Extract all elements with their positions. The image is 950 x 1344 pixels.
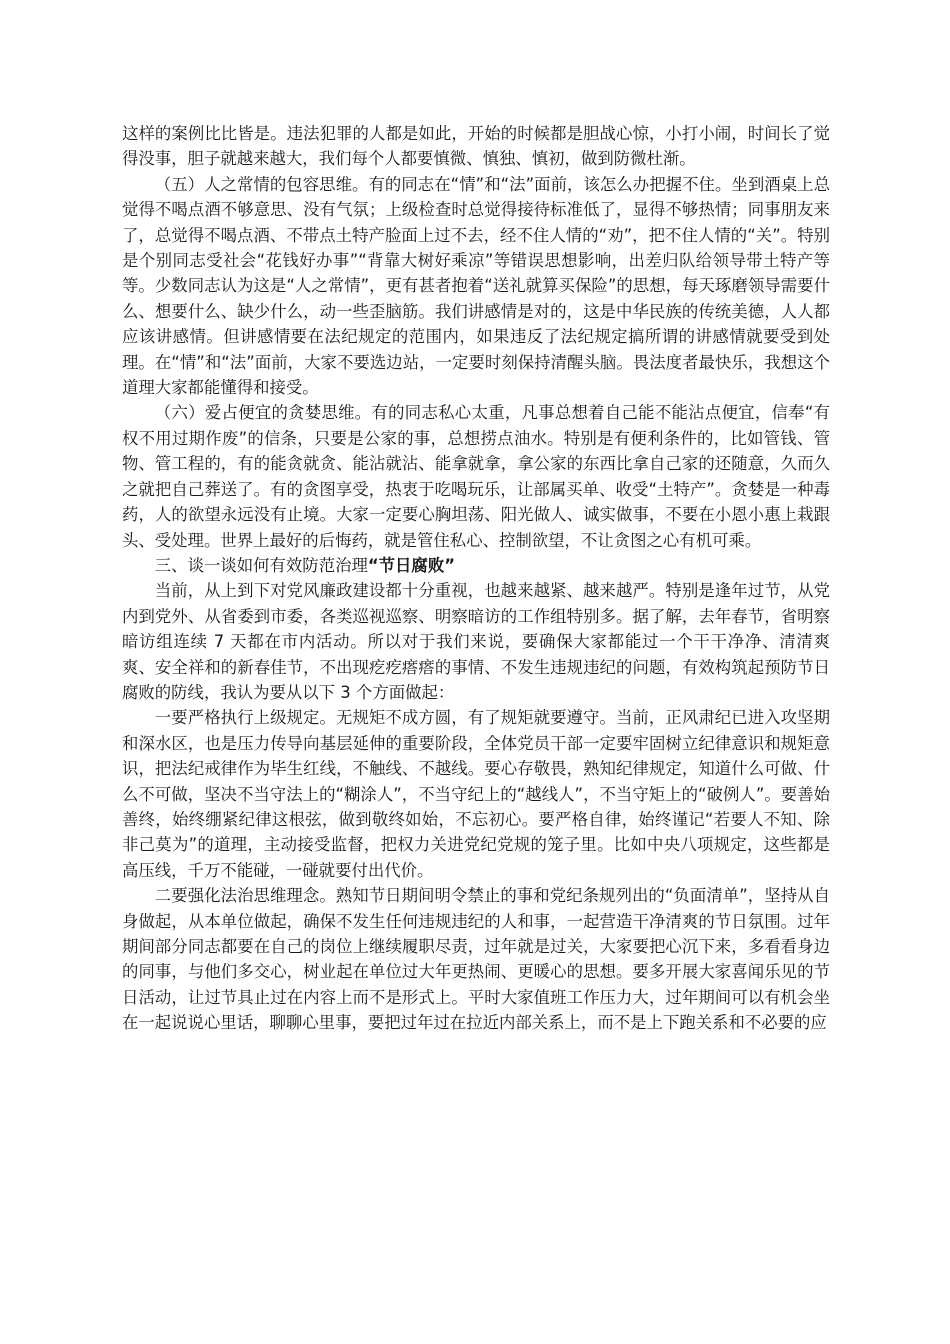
- section-heading-quoted-term: “节日腐败”: [367, 555, 455, 575]
- paragraph-current-situation: 当前，从上到下对党风廉政建设都十分重视，也越来越紧、越来越严。特别是逢年过节，从党内到党外、从省委到市委，各类巡视巡察、明察暗访的工作组特别多。据了解，去年春节，省明察暗访组连续 7 天都在市内活动。所以对于我们来说，要确保大家都能过一个干干净净、清清爽爽、安全祥和的新春佳节，不出现疙疙瘩瘩的事情、不发生违规违纪的问题，有效构筑起预防节日腐败的防线，我认为要从以下 3 个方面做起：: [122, 581, 830, 702]
- section-heading-text: 三、谈一谈如何有效防范治理: [154, 555, 368, 575]
- paragraph-case-examples: 这样的案例比比皆是。违法犯罪的人都是如此，开始的时候都是胆战心惊，小打小闹，时间长了觉得没事，胆子就越来越大，我们每个人都要慎微、慎独、慎初，做到防微杜渐。: [122, 124, 830, 169]
- paragraph-strict-rules: 一要严格执行上级规定。无规矩不成方圆，有了规矩就要遵守。当前，正风肃纪已进入攻坚期和深水区，也是压力传导向基层延伸的重要阶段，全体党员干部一定要牢固树立纪律意识和规矩意识，把法纪戒律作为毕生红线，不触线、不越线。要心存敬畏，熟知纪律规定，知道什么可做、什么不可做，坚决不当守法上的“糊涂人”，不当守纪上的“越线人”，不当守矩上的“破例人”。要善始善终，始终绷紧纪律这根弦，做到敬终如始，不忘初心。要严格自律，始终谨记“若要人不知、除非己莫为”的道理，主动接受监督，把权力关进党纪党规的笼子里。比如中央八项规定，这些都是高压线，千万不能碰，一碰就要付出代价。: [122, 708, 830, 880]
- paragraph-rule-of-law-thinking: 二要强化法治思维理念。熟知节日期间明令禁止的事和党纪条规列出的“负面清单”，坚持从自身做起，从本单位做起，确保不发生任何违规违纪的人和事，一起营造干净清爽的节日氛围。过年期间部分同志都要在自己的岗位上继续履职尽责，过年就是过关，大家要把心沉下来，多看看身边的同事，与他们多交心，树业起在单位过大年更热闹、更暖心的思想。要多开展大家喜闻乐见的节日活动，让过节具止过在内容上而不是形式上。平时大家值班工作压力大，过年期间可以有机会坐在一起说说心里话，聊聊心里事，要把过年过在拉近内部关系上，而不是上下跑关系和不必要的应: [122, 886, 830, 1033]
- section-heading-holiday-corruption: [122, 553, 830, 578]
- paragraph-tolerance-thinking: （五）人之常情的包容思维。有的同志在“情”和“法”面前，该怎么办把握不住。坐到酒桌上总觉得不喝点酒不够意思、没有气氛；上级检查时总觉得接待标准低了，显得不够热情；同事朋友来了，总觉得不喝点酒、不带点土特产脸面上过不去，经不住人情的“劝”，把不住人情的“关”。特别是个别同志受社会“花钱好办事”“背靠大树好乘凉”等错误思想影响，出差归队给领导带土特产等等。少数同志认为这是“人之常情”，更有甚者抱着“送礼就算买保险”的思想，每天琢磨领导需要什么、想要什么、缺少什么，动一些歪脑筋。我们讲感情是对的，这是中华民族的传统美德，人人都应该讲感情。但讲感情要在法纪规定的范围内，如果违反了法纪规定搞所谓的讲感情就要受到处理。在“情”和“法”面前，大家不要选边站，一定要时刻保持清醒头脑。畏法度者最快乐，我想这个道理大家都能懂得和接受。: [122, 174, 830, 398]
- paragraph-greed-thinking: （六）爱占便宜的贪婪思维。有的同志私心太重，凡事总想着自己能不能沾点便宜，信奉“有权不用过期作废”的信条，只要是公家的事，总想捞点油水。特别是有便利条件的，比如管钱、管物、管工程的，有的能贪就贪、能沾就沾、能拿就拿，拿公家的东西比拿自己家的还随意，久而久之就把自己葬送了。有的贪图享受，热衷于吃喝玩乐，让部属买单、收受“土特产”。贪婪是一种毒药，人的欲望永远没有止境。大家一定要心胸坦荡、阳光做人、诚实做事，不要在小恩小惠上栽跟头、受处理。世界上最好的后悔药，就是管住私心、控制欲望，不让贪图之心有机可乘。: [122, 403, 830, 550]
- document-page: [122, 121, 830, 1036]
